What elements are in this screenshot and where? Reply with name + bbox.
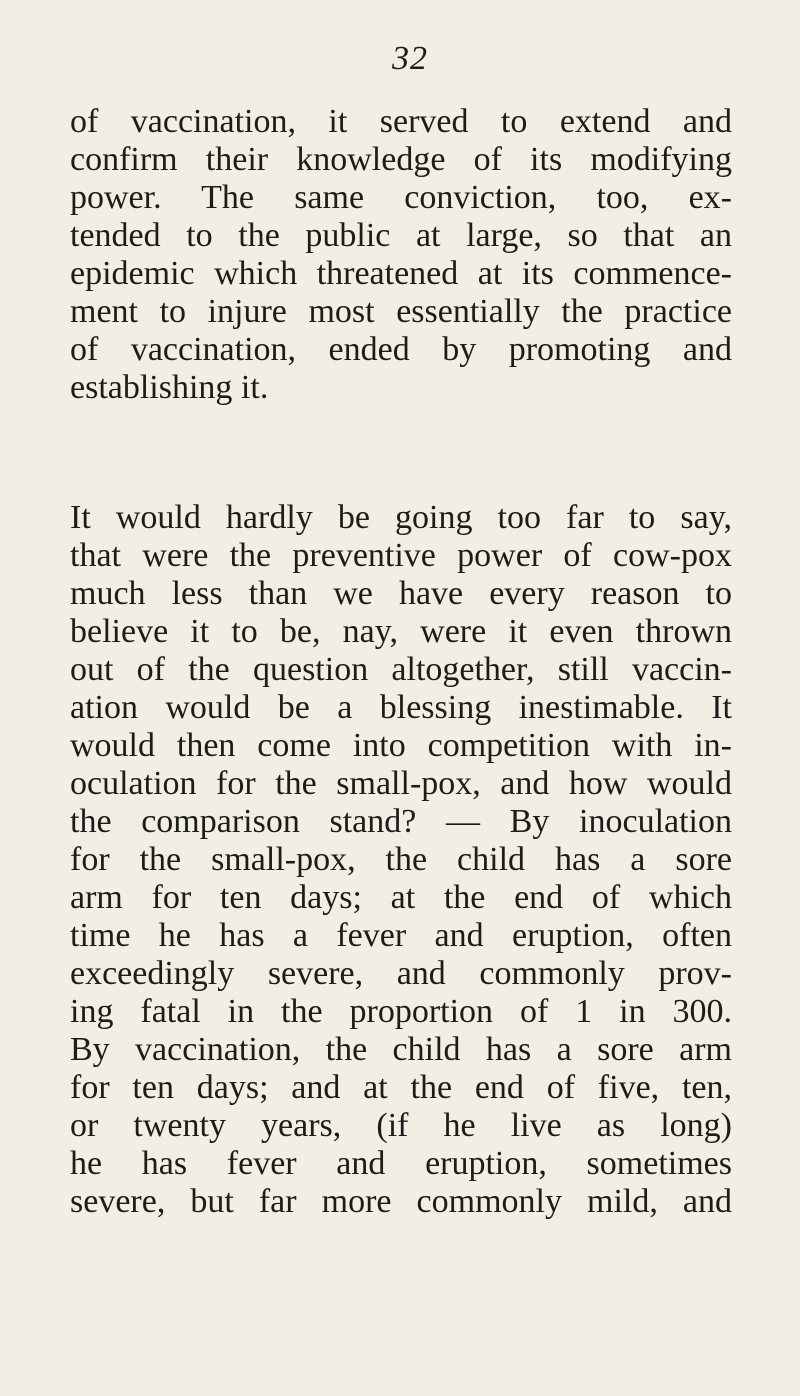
- text-line: By vaccination, the child has a sore arm: [70, 1031, 732, 1068]
- paragraph-1: [70, 103, 732, 407]
- text-line: or twenty years, (if he live as long): [70, 1107, 732, 1144]
- text-line: would then come into competition with in-: [70, 727, 732, 764]
- paragraph-2: [70, 499, 732, 1221]
- text-line: ation would be a blessing inestimable. It: [70, 689, 732, 726]
- text-line: the comparison stand? — By inoculation: [70, 803, 732, 840]
- text-line: time he has a fever and eruption, often: [70, 917, 732, 954]
- text-line: that were the preventive power of cow-pox: [70, 537, 732, 574]
- text-line: ing fatal in the proportion of 1 in 300.: [70, 993, 732, 1030]
- text-line: of vaccination, ended by promoting and: [70, 331, 732, 368]
- text-line: exceedingly severe, and commonly prov-: [70, 955, 732, 992]
- text-line: epidemic which threatened at its commence-: [70, 255, 732, 292]
- text-line: ment to injure most essentially the practice: [70, 293, 732, 330]
- text-line: of vaccination, it served to extend and: [70, 103, 732, 140]
- text-line: out of the question altogether, still vaccin-: [70, 651, 732, 688]
- text-line: arm for ten days; at the end of which: [70, 879, 732, 916]
- text-line: confirm their knowledge of its modifying: [70, 141, 732, 178]
- page-number: 32: [392, 40, 428, 77]
- text-line: establishing it.: [70, 369, 269, 406]
- text-line: power. The same conviction, too, ex-: [70, 179, 732, 216]
- text-line: for ten days; and at the end of five, ten,: [70, 1069, 732, 1106]
- text-line: severe, but far more commonly mild, and: [70, 1183, 732, 1220]
- text-line: believe it to be, nay, were it even thrown: [70, 613, 732, 650]
- text-line: oculation for the small-pox, and how would: [70, 765, 732, 802]
- text-line: tended to the public at large, so that an: [70, 217, 732, 254]
- text-line: he has fever and eruption, sometimes: [70, 1145, 732, 1182]
- text-line: for the small-pox, the child has a sore: [70, 841, 732, 878]
- text-line: much less than we have every reason to: [70, 575, 732, 612]
- text-line: It would hardly be going too far to say,: [70, 499, 732, 536]
